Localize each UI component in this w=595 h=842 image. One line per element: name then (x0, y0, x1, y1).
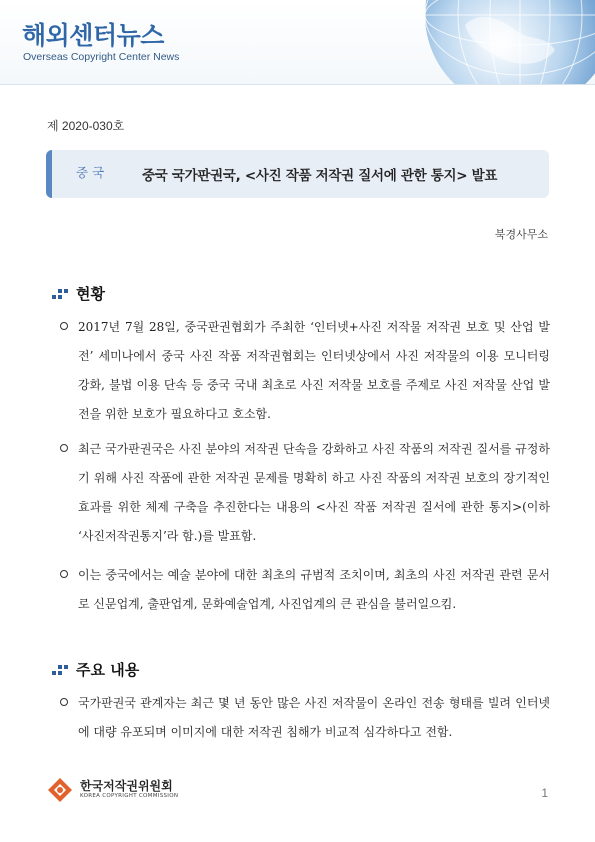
section-heading-main-content: 주요 내용 (50, 659, 139, 680)
country-label: 중국 (76, 165, 109, 180)
globe-icon (405, 0, 595, 85)
headline-accent-bar (46, 150, 52, 198)
newsletter-subtitle: Overseas Copyright Center News (23, 51, 180, 63)
list-item: 최근 국가판권국은 사진 분야의 저작권 단속을 강화하고 사진 작품의 저작권 질서를 규정하기 위해 사진 작품에 관한 저작권 문제를 명확히 하고 사진 작품의 저작권 보호의 장기적인 효과를 위한 체제 구축을 추진한다는 내용의 <사진 작품 저작권 질서에 관한 통지>(이하 ‘사진저작권통지’라 함.)를 발표함. (60, 435, 550, 551)
list-item: 이는 중국에서는 예술 분야에 대한 최초의 규범적 조치이며, 최초의 사진 저작권 관련 문서로 신문업계, 출판업계, 문화예술업계, 사진업계의 큰 관심을 불러일으킴. (60, 561, 550, 619)
copyright-commission-logo-icon (46, 776, 74, 804)
circle-bullet-icon (60, 444, 68, 452)
page-number: 1 (541, 786, 548, 800)
organization-name-en: KOREA COPYRIGHT COMMISSION (80, 793, 179, 799)
section-bullet-icon (50, 289, 70, 301)
circle-bullet-icon (60, 570, 68, 578)
list-item: 2017년 7월 28일, 중국판권협회가 주최한 ‘인터넷+사진 저작물 저작권 보호 및 산업 발전’ 세미나에서 중국 사진 작품 저작권협회는 인터넷상에서 사진 저작물의 이용 모니터링 강화, 불법 이용 단속 등 중국 국내 최초로 사진 저작물 보호를 주제로 사진 저작물 산업 발전을 위한 보호가 필요하다고 호소함. (60, 313, 550, 429)
headline: 중국 국가판권국, <사진 작품 저작권 질서에 관한 통지> 발표 (142, 168, 498, 184)
circle-bullet-icon (60, 322, 68, 330)
newsletter-title: 해외센터뉴스 (22, 21, 164, 50)
newsletter-header (0, 0, 595, 85)
issue-number: 제 2020-030호 (47, 119, 125, 133)
organization-name-ko: 한국저작권위원회 (80, 779, 173, 793)
section-bullet-icon (50, 665, 70, 677)
list-item: 국가판권국 관계자는 최근 몇 년 동안 많은 사진 저작물이 온라인 전송 형태를 빌려 인터넷에 대량 유포되며 이미지에 대한 저작권 침해가 비교적 심각하다고 전함. (60, 689, 550, 747)
office-label: 북경사무소 (494, 228, 548, 241)
circle-bullet-icon (60, 698, 68, 706)
headline-box (46, 150, 549, 198)
organization-logo (46, 776, 179, 804)
section-heading-status: 현황 (50, 283, 105, 304)
